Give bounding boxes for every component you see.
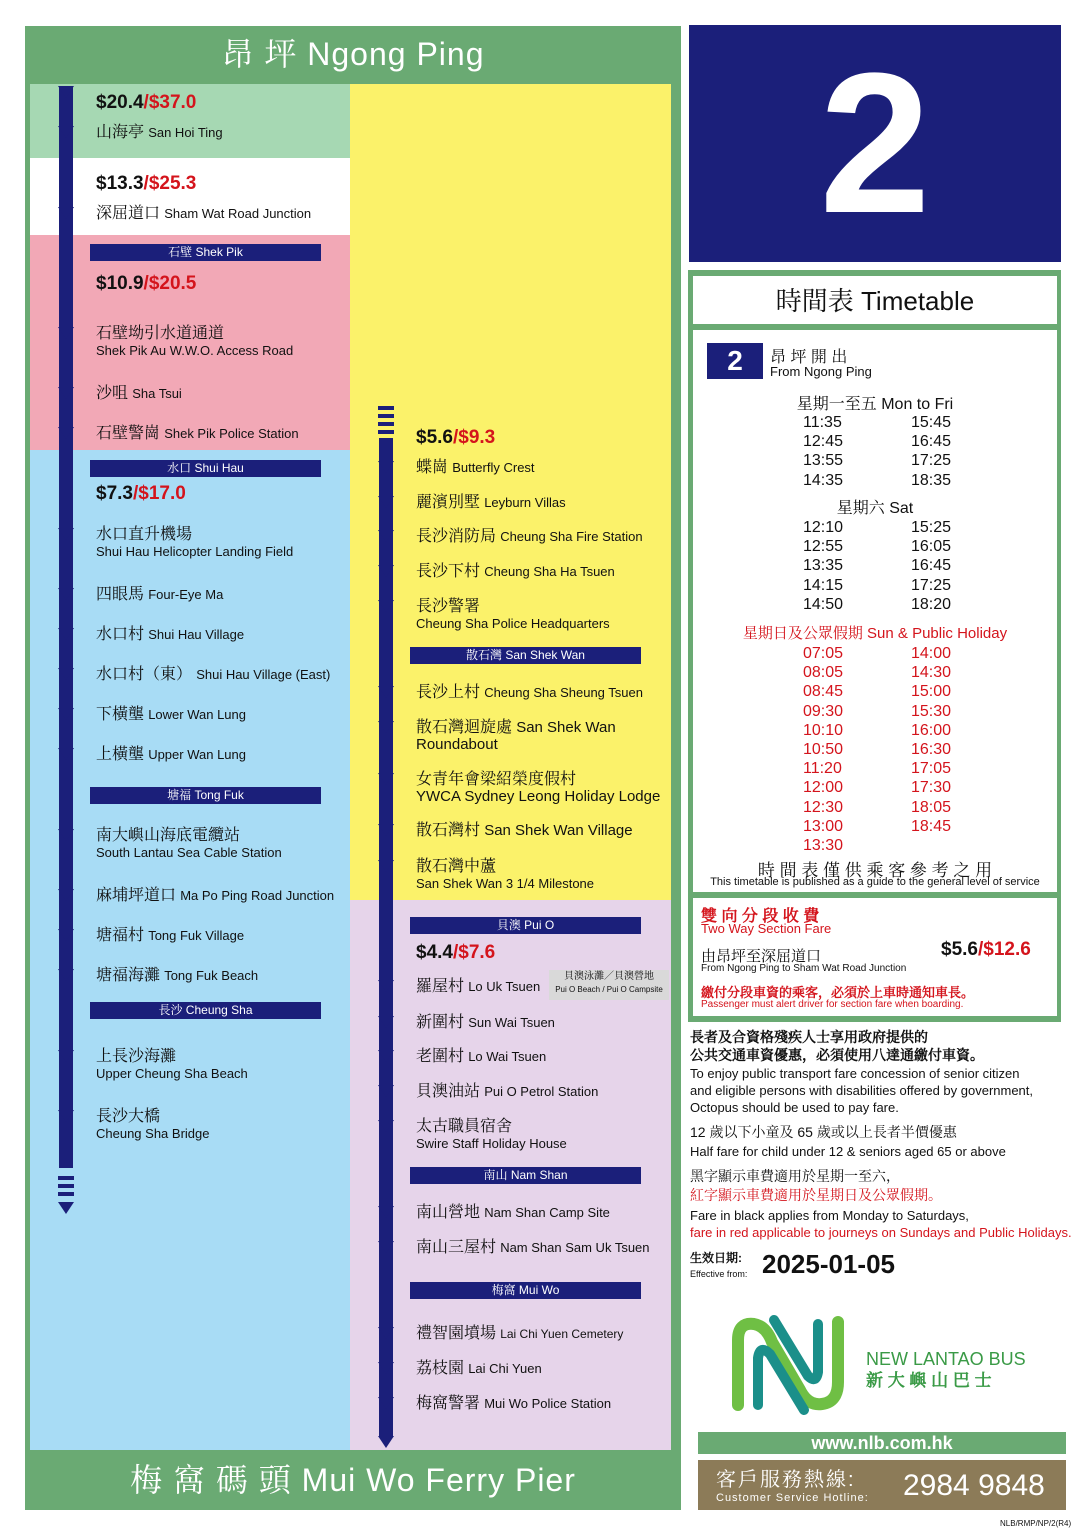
departure-time: 17:25 — [911, 576, 952, 594]
area-banner-tong-fuk: 塘福 Tong Fuk — [90, 787, 321, 804]
departure-time: 16:00 — [911, 721, 952, 739]
stop-marker-arrow-icon — [58, 427, 74, 439]
stop-tong-fuk-village: 塘福村 Tong Fuk Village — [96, 927, 245, 944]
pui-o-beach-note: 貝澳泳灘／貝澳營地 Pui O Beach / Pui O Campsite — [549, 970, 669, 1000]
stop-marker-arrow-icon — [378, 496, 394, 508]
stop-shui-hau-village: 水口村 Shui Hau Village — [96, 626, 245, 643]
departure-time: 18:20 — [911, 595, 952, 613]
stop-sham-wat-road-junction: 深屈道口 Sham Wat Road Junction — [96, 205, 312, 222]
black-fare-en: Fare in black applies from Monday to Saturdays, — [690, 1208, 969, 1223]
departure-time: 09:30 — [803, 702, 844, 720]
hotline-bar — [698, 1460, 1066, 1510]
section-fare-title-zh: 雙 向 分 段 收 費 — [701, 908, 820, 925]
departure-time: 14:50 — [803, 595, 844, 613]
departure-time: 13:35 — [803, 557, 844, 575]
document-reference: NLB/RMP/NP/2(R4) — [1000, 1519, 1072, 1528]
departure-time: 12:00 — [803, 779, 844, 797]
stop-marker-arrow-icon — [58, 929, 74, 941]
red-fare-zh: 紅字顯示車費適用於星期日及公眾假期。 — [690, 1187, 942, 1203]
stop-cheung-sha-fire-station: 長沙消防局 Cheung Sha Fire Station — [416, 528, 643, 545]
timetable-route-badge: 2 — [707, 343, 763, 379]
timetable-title: 時間表 Timetable — [693, 276, 1057, 324]
hotline-number[interactable]: 2984 9848 — [903, 1469, 1045, 1502]
area-banner-shui-hau: 水口 Shui Hau — [90, 460, 321, 477]
departure-time: 18:35 — [911, 471, 952, 489]
departure-time: 15:25 — [911, 519, 952, 536]
stop-lo-wai-tsuen: 老圍村 Lo Wai Tsuen — [416, 1048, 547, 1065]
stop-marker-arrow-icon — [378, 860, 394, 872]
stop-marker-arrow-icon — [58, 387, 74, 399]
timetable-body — [693, 330, 1057, 892]
section-fare: $4.4/$7.6 — [416, 942, 496, 963]
departure-time: 14:30 — [911, 664, 952, 682]
stop-marker-arrow-icon — [378, 1327, 394, 1339]
route-end-arrow-icon — [378, 1436, 394, 1448]
departure-time: 12:45 — [803, 433, 844, 451]
stop-marker-arrow-icon — [58, 628, 74, 640]
departure-time: 11:35 — [803, 414, 842, 431]
departure-time: 16:30 — [911, 741, 952, 759]
route-line-dash — [58, 1184, 74, 1188]
fare-zone-2 — [30, 158, 350, 235]
stop-san-shek-wan-milestone: 散石灣中蘆 San Shek Wan 3 1/4 Milestone — [416, 858, 595, 891]
sunday-times-col1 — [803, 644, 843, 855]
departure-time: 15:30 — [911, 702, 952, 720]
stop-marker-arrow-icon — [58, 1050, 74, 1062]
section-fare-route-zh: 由昂坪至深屈道口 — [701, 948, 822, 965]
stop-marker-arrow-icon — [58, 668, 74, 680]
stop-ma-po-ping: 麻埔坪道口 Ma Po Ping Road Junction — [96, 887, 335, 904]
section-fare-price: $5.6/$12.6 — [941, 939, 1031, 960]
concession-en-2: and eligible persons with disabilities offered by government, — [690, 1083, 1034, 1098]
stop-marker-arrow-icon — [58, 327, 74, 339]
departure-time: 08:05 — [803, 664, 844, 682]
section-fare: $10.9/$20.5 — [96, 273, 197, 294]
section-fare-alert-en: Passenger must alert driver for section fare when boarding. — [701, 999, 964, 1010]
area-banner-cheung-sha: 長沙 Cheung Sha — [90, 1002, 321, 1019]
stop-marker-arrow-icon — [378, 530, 394, 542]
area-banner-shek-pik: 石壁 Shek Pik — [90, 244, 321, 261]
route-line-dash — [378, 430, 394, 434]
route-line-dash — [58, 1192, 74, 1196]
route-origin-title: 昂 坪 Ngong Ping — [221, 36, 485, 72]
stop-shek-pik-au: 石壁坳引水道通道 Shek Pik Au W.W.O. Access Road — [96, 325, 294, 358]
concession-en-1: To enjoy public transport fare concession of senior citizen — [690, 1066, 1020, 1081]
stop-marker-arrow-icon — [378, 1362, 394, 1374]
area-banner-pui-o: 貝澳 Pui O — [410, 917, 641, 934]
stop-marker-arrow-icon — [378, 686, 394, 698]
area-banner-san-shek-wan: 散石灣 San Shek Wan — [410, 647, 641, 664]
route-end-arrow-icon — [58, 1202, 74, 1214]
stop-san-shek-wan-roundabout: 散石灣迴旋處 San Shek Wan Roundabout — [416, 719, 616, 753]
departure-time: 16:45 — [911, 433, 952, 451]
timetable-from-zh: 昂 坪 開 出 — [770, 349, 848, 366]
stop-nam-shan-sam-uk-tsuen: 南山三屋村 Nam Shan Sam Uk Tsuen — [416, 1239, 650, 1256]
stop-cheung-sha-sheung-tsuen: 長沙上村 Cheung Sha Sheung Tsuen — [416, 684, 643, 701]
stop-marker-arrow-icon — [378, 1085, 394, 1097]
stop-marker-arrow-icon — [58, 889, 74, 901]
timetable-from-en: From Ngong Ping — [770, 364, 872, 379]
departure-time: 15:45 — [911, 414, 952, 431]
route-number: 2 — [819, 32, 931, 255]
departure-time: 13:00 — [803, 817, 844, 835]
concession-en-3: Octopus should be used to pay fare. — [690, 1100, 899, 1115]
departure-time: 12:10 — [803, 519, 844, 536]
stop-tong-fuk-beach: 塘福海灘 Tong Fuk Beach — [96, 967, 259, 984]
departure-time: 10:50 — [803, 741, 844, 759]
section-fare-title-en: Two Way Section Fare — [701, 921, 832, 936]
route-line-dash — [378, 422, 394, 426]
concession-zh-1: 長者及合資格殘疾人士享用政府提供的 — [690, 1029, 928, 1045]
stop-marker-arrow-icon — [58, 748, 74, 760]
route-line-left — [59, 86, 73, 1168]
stop-lai-chi-yuen: 荔枝園 Lai Chi Yuen — [416, 1360, 542, 1377]
route-line-dash — [378, 406, 394, 410]
stop-marker-arrow-icon — [378, 980, 394, 992]
stop-marker-arrow-icon — [378, 1206, 394, 1218]
stop-marker-arrow-icon — [378, 565, 394, 577]
red-fare-en: fare in red applicable to journeys on Sundays and Public Holidays. — [690, 1225, 1072, 1240]
effective-label-en: Effective from: — [690, 1269, 748, 1279]
saturday-times-col2 — [911, 518, 951, 614]
half-fare-en: Half fare for child under 12 & seniors aged 65 or above — [690, 1144, 1006, 1159]
stop-marker-arrow-icon — [378, 600, 394, 612]
stop-marker-arrow-icon — [378, 1050, 394, 1062]
stop-marker-arrow-icon — [58, 829, 74, 841]
stop-upper-wan-lung: 上橫壟 Upper Wan Lung — [96, 746, 246, 763]
section-fare: $13.3/$25.3 — [96, 173, 197, 194]
section-fare: $5.6/$9.3 — [416, 427, 496, 448]
section-fare-alert-zh: 繳付分段車資的乘客，必須於上車時通知車長。 — [701, 985, 975, 1000]
brand-name-en: NEW LANTAO BUS — [866, 1349, 1026, 1369]
stop-nam-shan-camp-site: 南山營地 Nam Shan Camp Site — [416, 1204, 610, 1221]
weekday-times-col1 — [803, 413, 843, 490]
stop-marker-arrow-icon — [58, 708, 74, 720]
timetable-guide-en: This timetable is published as a guide to the general level of service — [710, 876, 1040, 888]
effective-label-zh: 生效日期: — [690, 1251, 742, 1265]
section-fare: $7.3/$17.0 — [96, 483, 186, 504]
stop-marker-arrow-icon — [378, 1016, 394, 1028]
stop-mui-wo-police-station: 梅窩警署 Mui Wo Police Station — [416, 1395, 612, 1412]
saturday-times-col1 — [803, 518, 843, 614]
website-link[interactable]: www.nlb.com.hk — [698, 1432, 1066, 1454]
area-banner-nam-shan: 南山 Nam Shan — [410, 1167, 641, 1184]
sunday-label: 星期日及公眾假期 Sun & Public Holiday — [742, 625, 1008, 642]
hotline-label-zh: 客戶服務熱線: — [716, 1469, 856, 1491]
stop-marker-arrow-icon — [58, 126, 74, 138]
stop-shek-pik-police-station: 石壁警崗 Shek Pik Police Station — [96, 425, 299, 442]
departure-time: 15:00 — [911, 683, 952, 701]
stop-marker-arrow-icon — [378, 461, 394, 473]
stop-lo-uk-tsuen: 羅屋村 Lo Uk Tsuen — [416, 978, 541, 995]
weekday-label: 星期一至五 Mon to Fri — [796, 396, 954, 413]
stop-marker-arrow-icon — [378, 773, 394, 785]
departure-time: 18:45 — [911, 817, 952, 835]
departure-time: 18:05 — [911, 798, 952, 816]
section-fare: $20.4/$37.0 — [96, 92, 197, 113]
stop-four-eye-ma: 四眼馬 Four-Eye Ma — [96, 586, 224, 603]
stop-leyburn-villas: 麗濱別墅 Leyburn Villas — [416, 494, 566, 511]
stop-ywca-holiday-lodge: 女青年會梁紹榮度假村 YWCA Sydney Leong Holiday Lodge — [416, 771, 661, 805]
departure-time: 13:30 — [803, 837, 844, 855]
stop-shui-hau-village-east: 水口村（東） Shui Hau Village (East) — [96, 666, 331, 683]
stop-marker-arrow-icon — [58, 86, 74, 98]
stop-marker-arrow-icon — [378, 824, 394, 836]
stop-butterfly-crest: 蝶崗 Butterfly Crest — [416, 459, 535, 476]
departure-time: 10:10 — [803, 721, 844, 739]
departure-time: 16:05 — [911, 538, 952, 556]
stop-marker-arrow-icon — [58, 588, 74, 600]
stop-cheung-sha-bridge: 長沙大橋 Cheung Sha Bridge — [96, 1108, 210, 1141]
area-banner-mui-wo: 梅窩 Mui Wo — [410, 1282, 641, 1299]
stop-sun-wai-tsuen: 新圍村 Sun Wai Tsuen — [416, 1014, 555, 1031]
stop-marker-arrow-icon — [58, 1110, 74, 1122]
brand-name-zh: 新 大 嶼 山 巴 士 — [866, 1371, 992, 1390]
departure-time: 14:15 — [803, 576, 844, 594]
departure-time: 13:55 — [803, 452, 844, 470]
departure-time: 08:45 — [803, 683, 844, 701]
route-line-dash — [378, 414, 394, 418]
concession-zh-2: 公共交通車資優惠，必須使用八達通繳付車資。 — [690, 1047, 984, 1063]
route-line-dash — [58, 1176, 74, 1180]
weekday-times-col2 — [911, 413, 951, 490]
section-fare-route-en: From Ngong Ping to Sham Wat Road Junction — [701, 963, 907, 974]
stop-upper-cheung-sha-beach: 上長沙海灘 Upper Cheung Sha Beach — [96, 1048, 248, 1081]
saturday-label: 星期六 Sat — [836, 500, 914, 517]
stop-marker-arrow-icon — [378, 1120, 394, 1132]
hotline-label-en: Customer Service Hotline: — [716, 1492, 869, 1504]
stop-shui-hau-helicopter: 水口直升機場 Shui Hau Helicopter Landing Field — [96, 526, 294, 559]
stop-marker-arrow-icon — [58, 969, 74, 981]
departure-time: 17:30 — [911, 779, 952, 797]
stop-south-lantau-cable: 南大嶼山海底電纜站 South Lantau Sea Cable Station — [96, 827, 282, 860]
departure-time: 12:55 — [803, 538, 844, 556]
half-fare-zh: 12 歲以下小童及 65 歲或以上長者半價優惠 — [690, 1124, 957, 1140]
stop-cheung-sha-police-hq: 長沙警署 Cheung Sha Police Headquarters — [416, 598, 610, 631]
stop-marker-arrow-icon — [58, 207, 74, 219]
timetable-guide-zh: 時 間 表 僅 供 乘 客 參 考 之 用 — [757, 861, 993, 880]
departure-time: 14:00 — [911, 645, 952, 662]
stop-swire-staff-holiday-house: 太古職員宿舍 Swire Staff Holiday House — [416, 1118, 567, 1151]
departure-time: 17:05 — [911, 760, 952, 778]
stop-cheung-sha-ha-tsuen: 長沙下村 Cheung Sha Ha Tsuen — [416, 563, 615, 580]
stop-san-hoi-ting: 山海亭 San Hoi Ting — [96, 124, 223, 141]
stop-lai-chi-yuen-cemetery: 禮智園墳場 Lai Chi Yuen Cemetery — [416, 1325, 624, 1342]
departure-time: 16:45 — [911, 557, 952, 575]
departure-time: 07:05 — [803, 645, 844, 662]
nlb-logo-icon — [726, 1310, 856, 1420]
stop-lower-wan-lung: 下橫壟 Lower Wan Lung — [96, 706, 246, 723]
sunday-times-col2 — [911, 644, 951, 836]
stop-sha-tsui: 沙咀 Sha Tsui — [96, 385, 182, 402]
stop-san-shek-wan-village: 散石灣村 San Shek Wan Village — [416, 822, 633, 839]
departure-time: 17:25 — [911, 452, 952, 470]
stop-pui-o-petrol-station: 貝澳油站 Pui O Petrol Station — [416, 1083, 599, 1100]
stop-marker-arrow-icon — [58, 528, 74, 540]
route-line-right — [379, 438, 393, 1436]
black-fare-zh: 黑字顯示車費適用於星期一至六， — [690, 1168, 900, 1184]
departure-time: 11:20 — [803, 760, 842, 778]
stop-marker-arrow-icon — [378, 1397, 394, 1409]
route-destination-title: 梅 窩 碼 頭 Mui Wo Ferry Pier — [130, 1462, 576, 1498]
departure-time: 14:35 — [803, 471, 844, 489]
departure-time: 12:30 — [803, 798, 844, 816]
stop-marker-arrow-icon — [378, 721, 394, 733]
effective-date: 2025-01-05 — [762, 1249, 895, 1279]
stop-marker-arrow-icon — [378, 1241, 394, 1253]
